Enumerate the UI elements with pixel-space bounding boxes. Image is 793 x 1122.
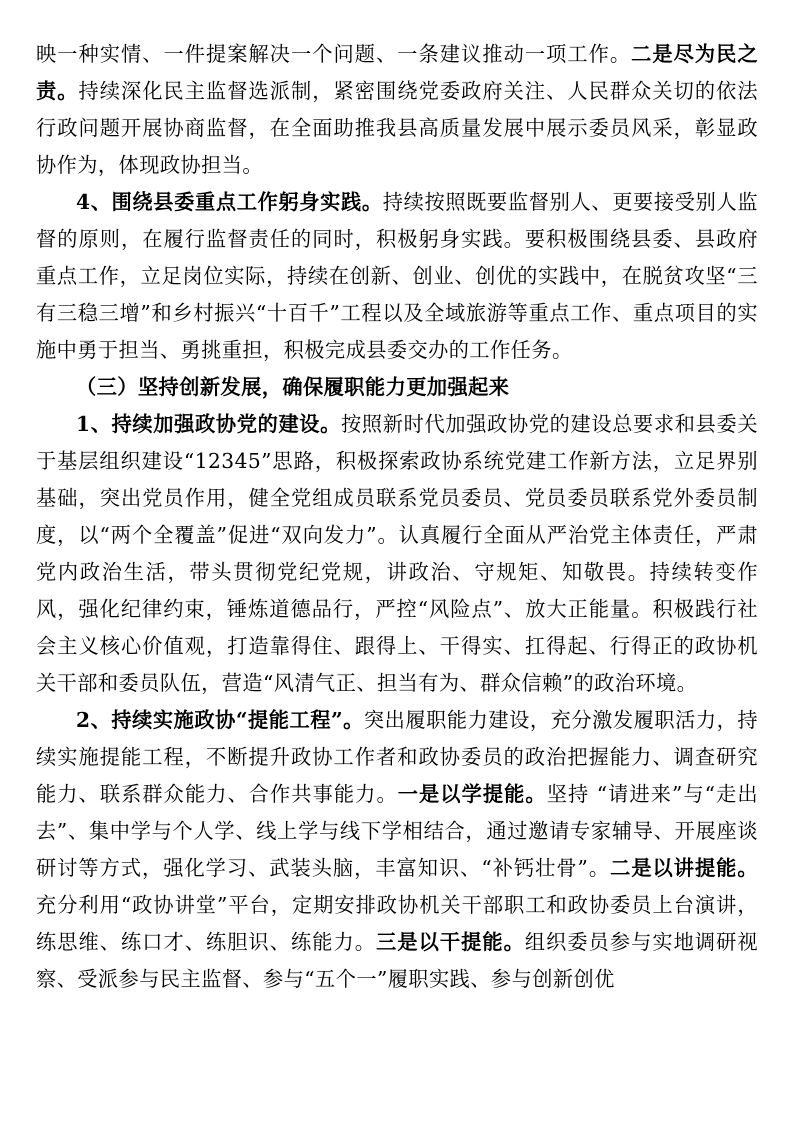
text-run: 按照新时代加强政协党的建设总要求和县委关于基层组织建设“12345”思路，积极探索政协系统党建工作新方法，立足界别基础，突出党员作用，健全党组成员联系党员委员、党员委员联系党外委员制度，以“两个全覆盖”促进“双向发力”。认真履行全面从严治党主体责任，严肃党内政治生活，带头贯彻党纪党规，讲政治、守规矩、知敬畏。持续转变作风，强化纪律约束，锤炼道德品行，严控“风险点”、放大正能量。积极践行社会主义核心价值观，打造靠得住、跟得上、干得实、扛得起、行得正的政协机关干部和委员队伍，营造“风清气正、担当有为、群众信赖”的政治环境。 <box>36 412 758 695</box>
paragraph-4 <box>36 406 758 702</box>
section-lead: 4、围绕县委重点工作躬身实践。 <box>76 190 383 214</box>
section-lead: 2、持续实施政协“提能工程”。 <box>76 708 364 732</box>
section-lead: 1、持续加强政协党的建设。 <box>76 412 342 436</box>
bold-run: 一是以学提能。 <box>397 782 547 806</box>
paragraph-5 <box>36 702 758 998</box>
paragraph-2 <box>36 184 758 369</box>
heading-text: （三）坚持创新发展，确保履职能力更加强起来 <box>76 375 510 399</box>
text-run: 充分利用“政协讲堂”平台，定期安排政协机关干部职工和政协委员上台演讲，练思维、练口才、练胆识、练能力。 <box>36 893 758 954</box>
text-run: 突出履职能力建设，充分激发履职活力，持续实施提能工程，不断提升政协工作者和政协委员的政治把握能力、调查研究能力、联系群众能力、合作共事能力。 <box>36 708 758 806</box>
document-page <box>36 36 758 998</box>
paragraph-1 <box>36 36 758 184</box>
bold-run: 二是以讲提能。 <box>610 856 758 880</box>
text-run: 组织委员参与实地调研视察、受派参与民主监督、参与“五个一”履职实践、参与创新创优 <box>36 930 759 991</box>
bold-run: 二是尽为民之责。 <box>36 42 758 103</box>
text-run: 持续深化民主监督选派制，紧密围绕党委政府关注、人民群众关切的依法行政问题开展协商监督，在全面助推我县高质量发展中展示委员风采，彰显政协作为，体现政协担当。 <box>36 79 759 177</box>
text-run: 映一种实情、一件提案解决一个问题、一条建议推动一项工作。 <box>36 42 632 66</box>
section-heading <box>36 369 758 406</box>
bold-run: 三是以干提能。 <box>376 930 525 954</box>
text-run: 持续按照既要监督别人、更要接受别人监督的原则，在履行监督责任的同时，积极躬身实践。要积极围绕县委、县政府重点工作，立足岗位实际，持续在创新、创业、创优的实践中，在脱贫攻坚“三有三稳三增”和乡村振兴“十百千”工程以及全域旅游等重点工作、重点项目的实施中勇于担当、勇挑重担，积极完成县委交办的工作任务。 <box>36 190 758 362</box>
text-run: 坚持 “请进来”与“走出去”、集中学与个人学、线上学与线下学相结合，通过邀请专家辅导、开展座谈研讨等方式，强化学习、武装头脑，丰富知识、“补钙壮骨”。 <box>36 782 759 880</box>
